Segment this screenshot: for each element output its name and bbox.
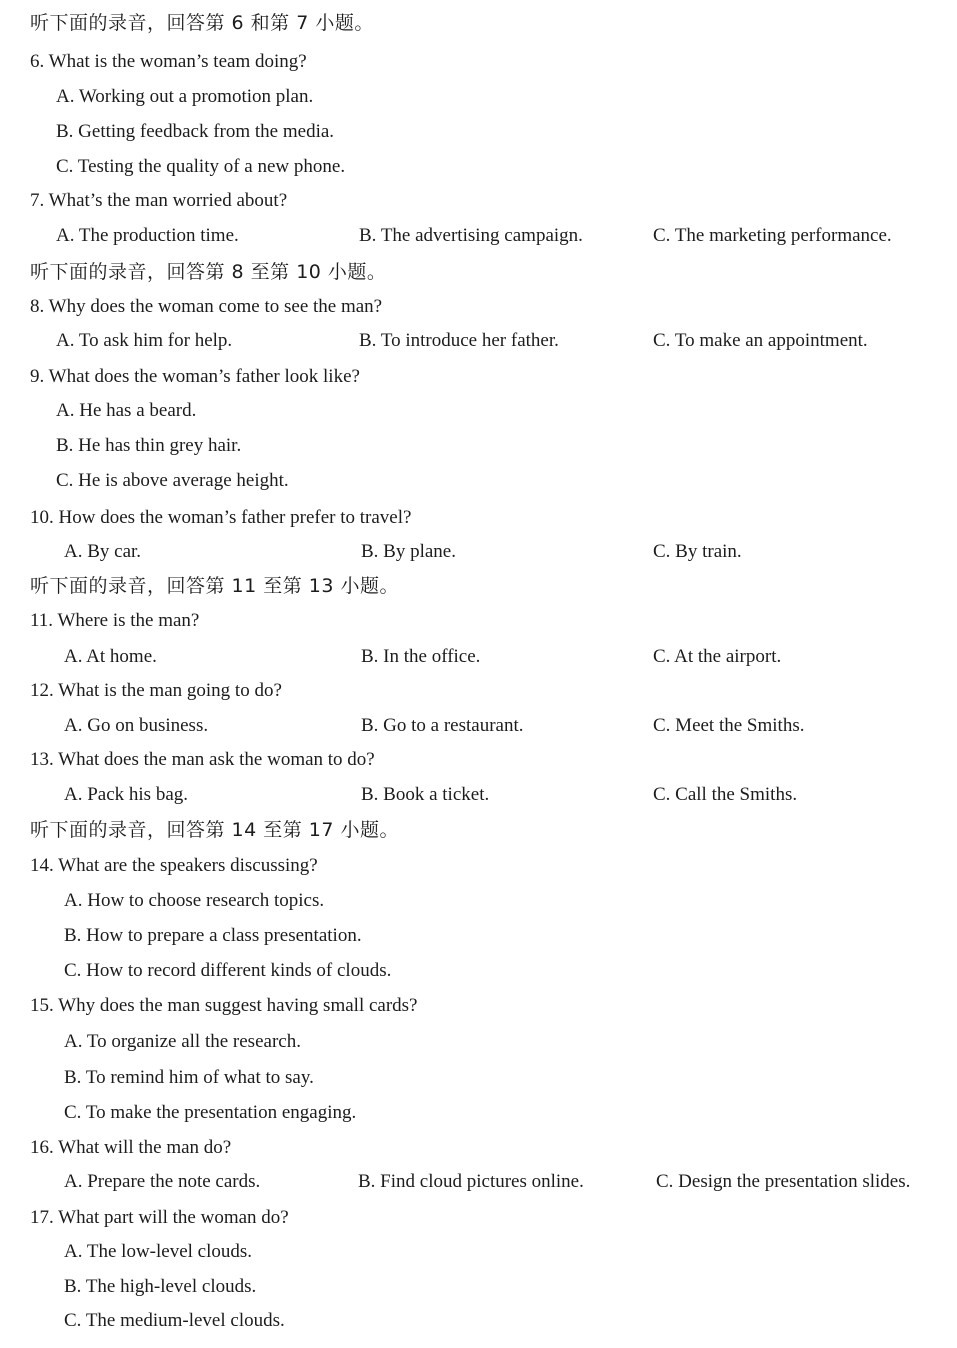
question-text: 17. What part will the woman do? — [30, 1207, 289, 1228]
option-a: A. The production time. — [56, 225, 239, 246]
section-instruction — [0, 571, 957, 601]
option-a: A. The low-level clouds. — [64, 1241, 253, 1262]
option-14c — [0, 956, 957, 986]
option-9b — [0, 431, 957, 461]
options-11 — [0, 642, 957, 672]
option-a: A. To organize all the research. — [64, 1031, 301, 1052]
section-heading: 听下面的录音，回答第 6 和第 7 小题。 — [30, 12, 374, 34]
option-b: B. The advertising campaign. — [359, 225, 583, 246]
option-6b — [0, 117, 957, 147]
option-c: C. Call the Smiths. — [653, 784, 798, 805]
option-a: A. At home. — [64, 646, 157, 667]
options-7 — [0, 221, 957, 251]
options-13 — [0, 780, 957, 810]
section-heading: 听下面的录音，回答第 8 至第 10 小题。 — [30, 261, 387, 283]
question-14 — [0, 851, 957, 881]
option-14b — [0, 921, 957, 951]
option-6c — [0, 152, 957, 182]
question-text: 16. What will the man do? — [30, 1137, 232, 1158]
option-c: C. Meet the Smiths. — [653, 715, 805, 736]
question-text: 14. What are the speakers discussing? — [30, 855, 318, 876]
option-b: B. To remind him of what to say. — [64, 1067, 314, 1088]
option-b: B. How to prepare a class presentation. — [64, 925, 362, 946]
question-10 — [0, 503, 957, 533]
option-17a — [0, 1237, 957, 1267]
option-c: C. The medium-level clouds. — [64, 1310, 285, 1331]
option-a: A. He has a beard. — [56, 400, 197, 421]
options-12 — [0, 711, 957, 741]
option-b: B. In the office. — [361, 646, 481, 667]
option-b: B. Go to a restaurant. — [361, 715, 524, 736]
question-text: 15. Why does the man suggest having small cards? — [30, 995, 418, 1016]
option-9a — [0, 396, 957, 426]
question-text: 9. What does the woman’s father look like? — [30, 366, 360, 387]
option-c: C. At the airport. — [653, 646, 782, 667]
option-15c — [0, 1098, 957, 1128]
options-8 — [0, 326, 957, 356]
question-8 — [0, 292, 957, 322]
option-b: B. The high-level clouds. — [64, 1276, 257, 1297]
section-instruction — [0, 8, 957, 38]
question-12 — [0, 676, 957, 706]
question-13 — [0, 745, 957, 775]
option-c: C. The marketing performance. — [653, 225, 892, 246]
option-a: A. Prepare the note cards. — [64, 1171, 261, 1192]
option-c: C. To make an appointment. — [653, 330, 868, 351]
option-a: A. To ask him for help. — [56, 330, 233, 351]
option-c: C. Design the presentation slides. — [656, 1171, 911, 1192]
option-b: B. Getting feedback from the media. — [56, 121, 335, 142]
option-15a — [0, 1027, 957, 1057]
option-c: C. By train. — [653, 541, 742, 562]
question-text: 8. Why does the woman come to see the man? — [30, 296, 383, 317]
option-17b — [0, 1272, 957, 1302]
section-heading: 听下面的录音，回答第 11 至第 13 小题。 — [30, 575, 400, 597]
option-c: C. He is above average height. — [56, 470, 289, 491]
question-text: 10. How does the woman’s father prefer to travel? — [30, 507, 412, 528]
option-15b — [0, 1063, 957, 1093]
section-heading: 听下面的录音，回答第 14 至第 17 小题。 — [30, 819, 400, 841]
section-instruction — [0, 815, 957, 845]
question-text: 7. What’s the man worried about? — [30, 190, 288, 211]
option-b: B. Find cloud pictures online. — [358, 1171, 584, 1192]
option-a: A. Pack his bag. — [64, 784, 189, 805]
question-11 — [0, 606, 957, 636]
question-15 — [0, 991, 957, 1021]
question-17 — [0, 1203, 957, 1233]
option-b: B. By plane. — [361, 541, 456, 562]
question-text: 11. Where is the man? — [30, 610, 200, 631]
question-9 — [0, 362, 957, 392]
option-14a — [0, 886, 957, 916]
option-a: A. Working out a promotion plan. — [56, 86, 314, 107]
option-b: B. To introduce her father. — [359, 330, 559, 351]
option-a: A. How to choose research topics. — [64, 890, 325, 911]
option-c: C. To make the presentation engaging. — [64, 1102, 357, 1123]
option-c: C. How to record different kinds of clouds. — [64, 960, 392, 981]
option-a: A. Go on business. — [64, 715, 209, 736]
option-9c — [0, 466, 957, 496]
options-10 — [0, 537, 957, 567]
option-b: B. Book a ticket. — [361, 784, 490, 805]
question-text: 12. What is the man going to do? — [30, 680, 282, 701]
question-7 — [0, 186, 957, 216]
option-a: A. By car. — [64, 541, 142, 562]
question-6 — [0, 47, 957, 77]
option-c: C. Testing the quality of a new phone. — [56, 156, 346, 177]
options-16 — [0, 1167, 957, 1197]
question-text: 13. What does the man ask the woman to do? — [30, 749, 375, 770]
option-17c — [0, 1306, 957, 1336]
section-instruction — [0, 257, 957, 287]
question-text: 6. What is the woman’s team doing? — [30, 51, 307, 72]
question-16 — [0, 1133, 957, 1163]
option-b: B. He has thin grey hair. — [56, 435, 242, 456]
option-6a — [0, 82, 957, 112]
